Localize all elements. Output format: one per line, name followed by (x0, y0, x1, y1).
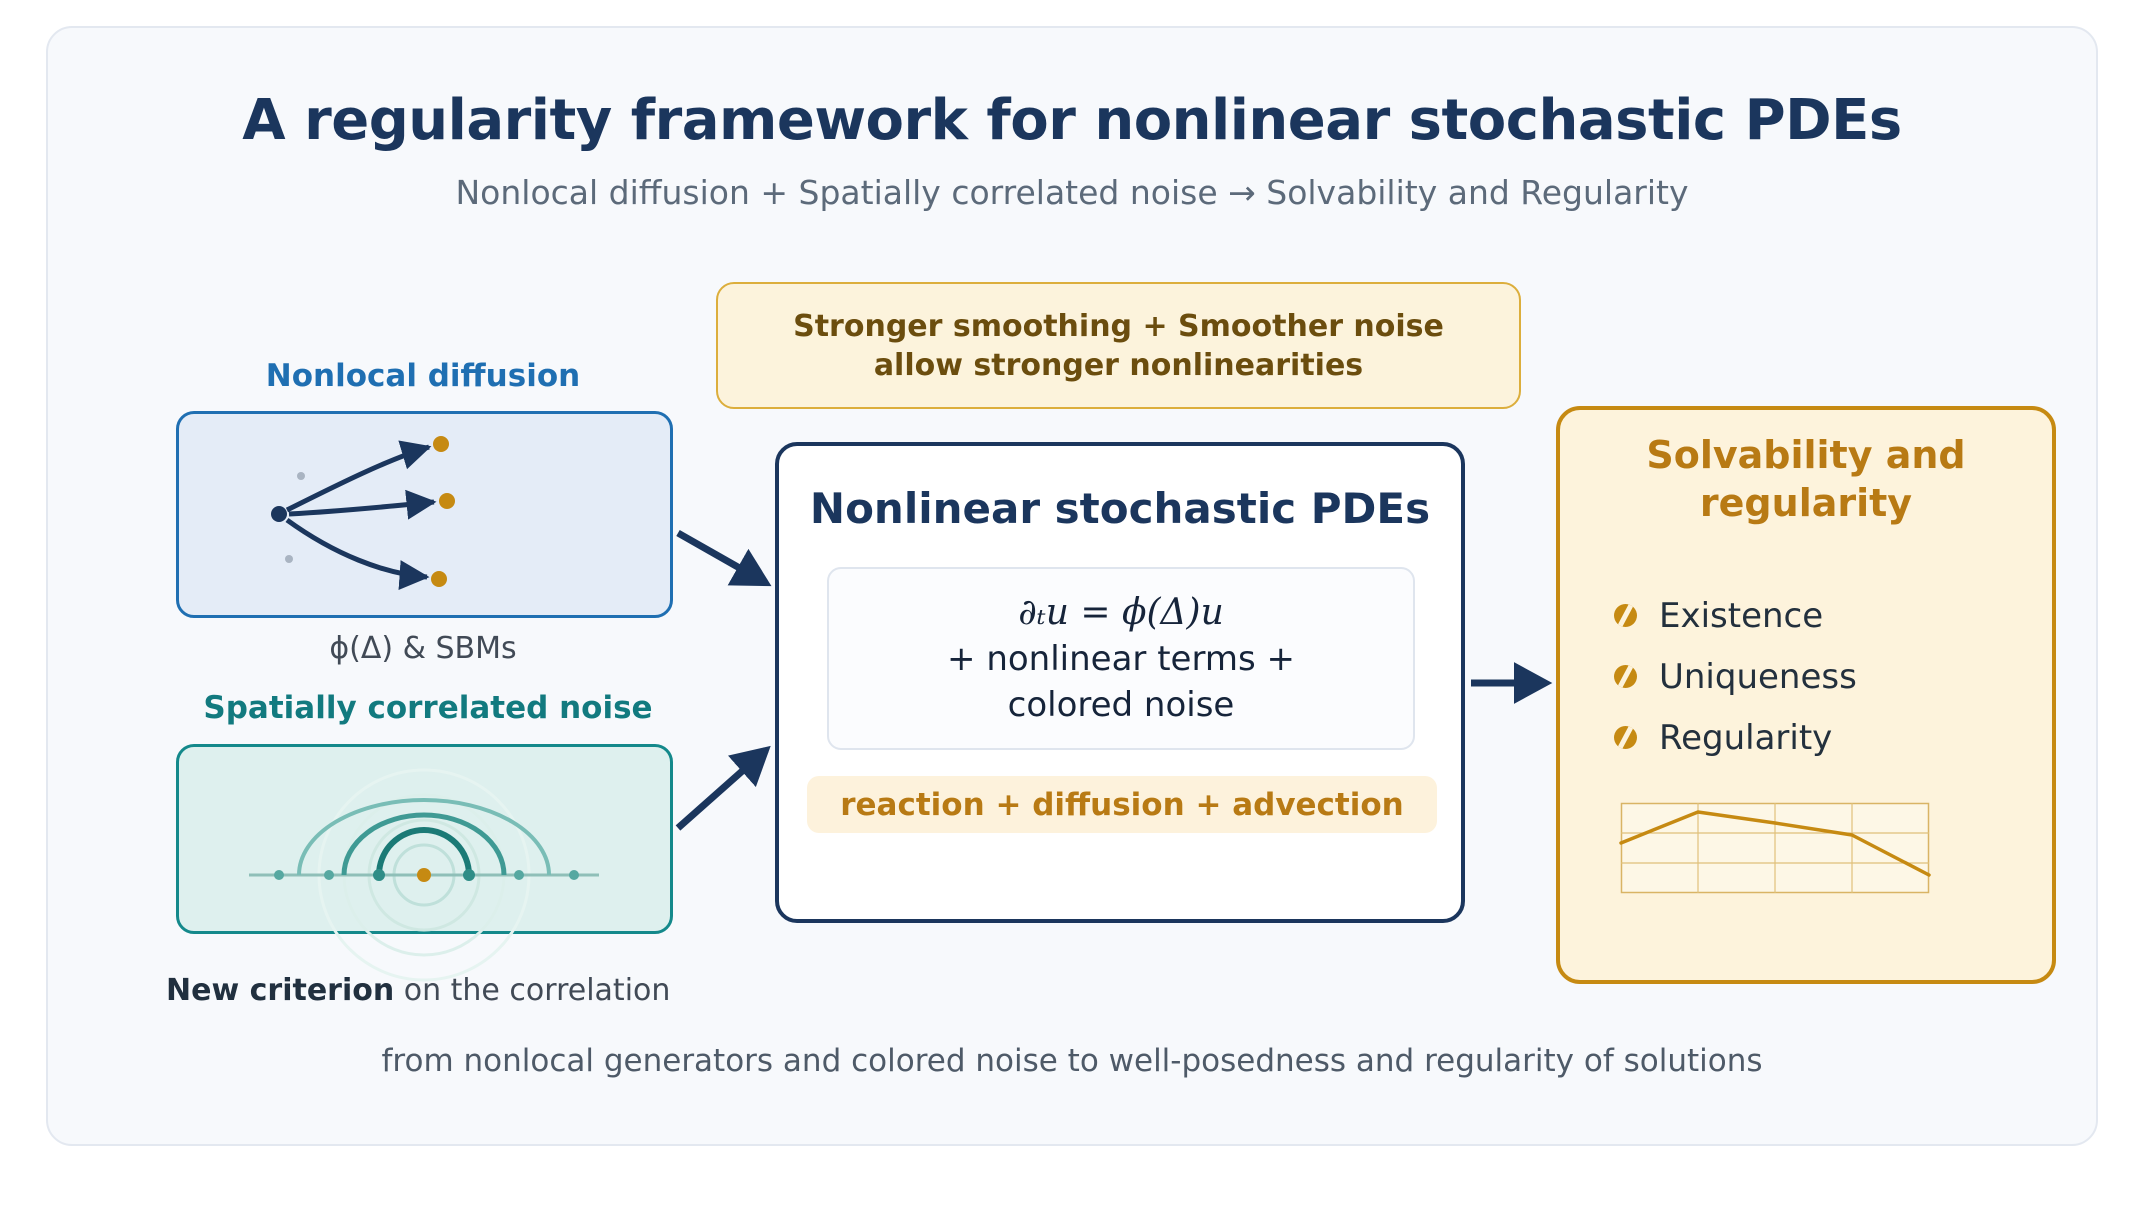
correlated-noise-heading: Spatially correlated noise (203, 690, 653, 726)
list-item-label: Existence (1659, 595, 1824, 636)
nonlinear-spde-title: Nonlinear stochastic PDEs (809, 484, 1431, 533)
arrow-noise-to-center (678, 750, 766, 828)
callout-line-1: Stronger smoothing + Smoother noise (793, 308, 1444, 344)
results-title-line-1: Solvability and (1646, 433, 1966, 477)
bullet-marker-icon (1614, 726, 1637, 749)
correlated-noise-caption (166, 973, 786, 1008)
correlation-waves-icon (179, 747, 669, 931)
page-title: A regularity framework for nonlinear stochastic PDEs (242, 88, 1902, 153)
callout-line-2: allow stronger nonlinearities (873, 347, 1364, 383)
pde-terms-tag: reaction + diffusion + advection (807, 776, 1437, 833)
results-title (1560, 432, 2052, 527)
list-item-label: Regularity (1659, 717, 1833, 758)
correlated-noise-panel (176, 744, 673, 934)
page-footer: from nonlocal generators and colored noise to well-posedness and regularity of solutions (381, 1043, 1763, 1079)
results-panel (1556, 406, 2056, 984)
correlated-noise-caption-strong: New criterion (166, 973, 395, 1008)
nonlocal-diffusion-caption: ϕ(Δ) & SBMs (329, 631, 517, 666)
bullet-marker-icon (1614, 604, 1637, 627)
nonlocal-diffusion-panel (176, 411, 673, 618)
results-title-line-2: regularity (1699, 480, 1913, 525)
nonlinear-spde-panel (775, 442, 1465, 923)
list-item (1614, 646, 2034, 707)
callout-banner (716, 282, 1521, 409)
arrow-diffusion-to-center (678, 533, 766, 583)
poster-canvas (46, 26, 2098, 1146)
list-item (1614, 585, 2034, 646)
list-item-label: Uniqueness (1659, 656, 1857, 697)
results-bullet-list (1614, 585, 2034, 768)
bullet-marker-icon (1614, 665, 1637, 688)
correlated-noise-caption-rest: on the correlation (394, 973, 671, 1008)
list-item (1614, 707, 2034, 768)
regularity-mini-chart (1621, 803, 1929, 893)
page-subtitle: Nonlocal diffusion + Spatially correlated noise → Solvability and Regularity (455, 173, 1689, 212)
equation-box (827, 567, 1415, 750)
nonlocal-diffusion-heading: Nonlocal diffusion (265, 358, 581, 394)
equation-line-2: + nonlinear terms + (947, 639, 1295, 679)
mini-line-chart-svg (1621, 803, 1929, 893)
equation-line-1: ∂ₜu = ϕ(Δ)u (1018, 592, 1224, 633)
equation-line-3: colored noise (1007, 685, 1235, 725)
branching-arrows-icon (179, 414, 669, 614)
